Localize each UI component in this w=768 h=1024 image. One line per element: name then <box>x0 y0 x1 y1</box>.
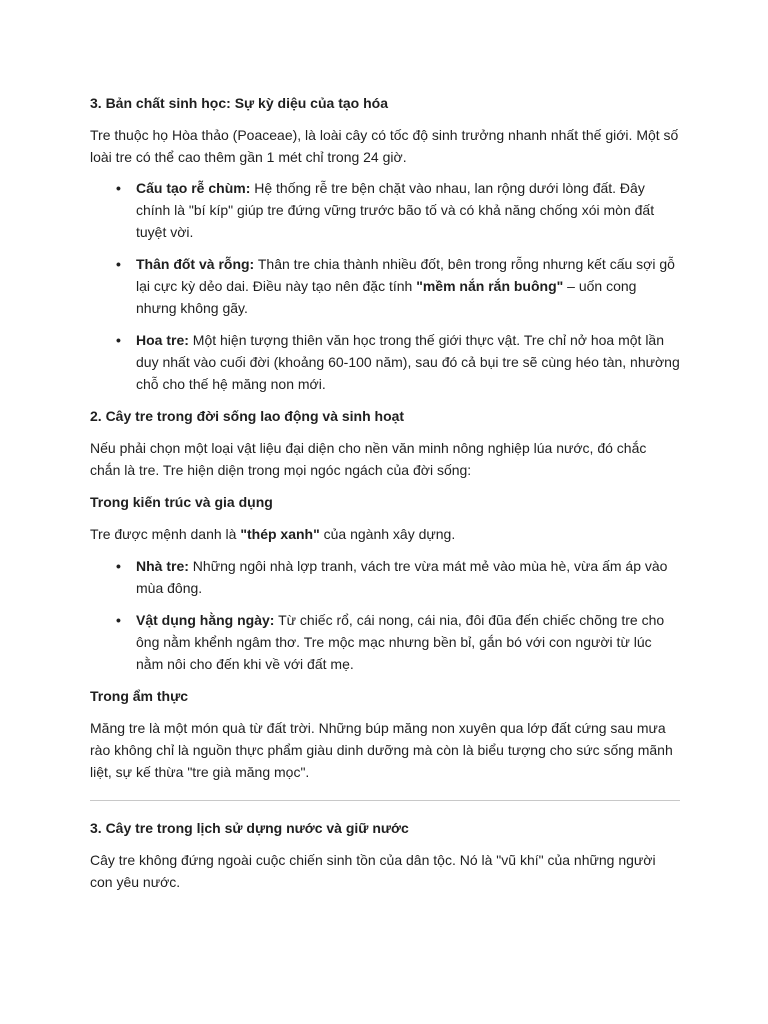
list-item-utensils <box>136 609 680 675</box>
list-item-flower <box>136 329 680 395</box>
text-stem-a: Thân tre chia thành nhiều đốt, bên trong rỗng nhưng kết cấu sợi gỗ lại cực kỳ dẻo dai. Điều này tạo nên đặc tính <box>136 256 675 294</box>
text-flower: Một hiện tượng thiên văn học trong thế giới thực vật. Tre chỉ nở hoa một lần duy nhất vào cuối đời (khoảng 60-100 năm), sau đó cả bụi tre sẽ cùng héo tàn, nhường chỗ cho thế hệ măng non mới. <box>136 332 680 392</box>
subheading-cuisine: Trong ẩm thực <box>90 688 189 704</box>
paragraph-bamboo-shoots: Măng tre là một món quà từ đất trời. Những búp măng non xuyên qua lớp đất cứng sau mưa rào không chỉ là nguồn thực phẩm giàu dinh dưỡng mà còn là biểu tượng cho sức sống mãnh liệt, sự kế thừa "tre già măng mọc". <box>90 720 673 780</box>
text-house: Những ngôi nhà lợp tranh, vách tre vừa mát mẻ vào mùa hè, vừa ấm áp vào mùa đông. <box>136 558 668 596</box>
text-root: Hệ thống rễ tre bện chặt vào nhau, lan rộng dưới lòng đất. Đây chính là "bí kíp" giúp tre đứng vững trước bão tố và có khả năng chống xói mòn đất tuyệt vời. <box>136 180 655 240</box>
term-root: Cấu tạo rễ chùm: <box>136 180 251 196</box>
subheading-architecture: Trong kiến trúc và gia dụng <box>90 494 273 510</box>
list-architecture <box>90 555 680 675</box>
paragraph-bamboo-intro: Tre thuộc họ Hòa thảo (Poaceae), là loài cây có tốc độ sinh trưởng nhanh nhất thế giới. Một số loài tre có thể cao thêm gần 1 mét chỉ trong 24 giờ. <box>90 127 679 165</box>
emphasis-green-steel: "thép xanh" <box>240 526 320 542</box>
text-stem-b: – uốn cong nhưng không gãy. <box>136 278 637 316</box>
term-utensils: Vật dụng hằng ngày: <box>136 612 275 628</box>
term-stem: Thân đốt và rỗng: <box>136 256 255 272</box>
term-house: Nhà tre: <box>136 558 189 574</box>
section-divider <box>90 800 680 801</box>
text-green-steel-a: Tre được mệnh danh là <box>90 526 241 542</box>
paragraph-daily-life-intro: Nếu phải chọn một loại vật liệu đại diện cho nền văn minh nông nghiệp lúa nước, đó chắc chắn là tre. Tre hiện diện trong mọi ngóc ngách của đời sống: <box>90 440 647 478</box>
document-body <box>90 92 680 893</box>
list-item-house <box>136 555 680 599</box>
section-heading-biology: 3. Bản chất sinh học: Sự kỳ diệu của tạo hóa <box>90 95 388 111</box>
section-heading-daily-life: 2. Cây tre trong đời sống lao động và sinh hoạt <box>90 408 405 424</box>
list-item-root <box>136 177 680 243</box>
list-bamboo-traits <box>90 177 680 395</box>
section-heading-history: 3. Cây tre trong lịch sử dựng nước và giữ nước <box>90 820 409 836</box>
paragraph-history: Cây tre không đứng ngoài cuộc chiến sinh tồn của dân tộc. Nó là "vũ khí" của những người con yêu nước. <box>90 852 656 890</box>
emphasis-stem: "mềm nắn rắn buông" <box>416 278 564 294</box>
text-utensils: Từ chiếc rổ, cái nong, cái nia, đôi đũa đến chiếc chõng tre cho ông nằm khểnh ngâm thơ. Tre mộc mạc nhưng bền bỉ, gắn bó với con người từ lúc nằm nôi cho đến khi về với đất mẹ. <box>136 612 665 672</box>
text-green-steel-b: của ngành xây dựng. <box>319 526 456 542</box>
term-flower: Hoa tre: <box>136 332 189 348</box>
paragraph-green-steel <box>90 523 680 545</box>
list-item-stem <box>136 253 680 319</box>
